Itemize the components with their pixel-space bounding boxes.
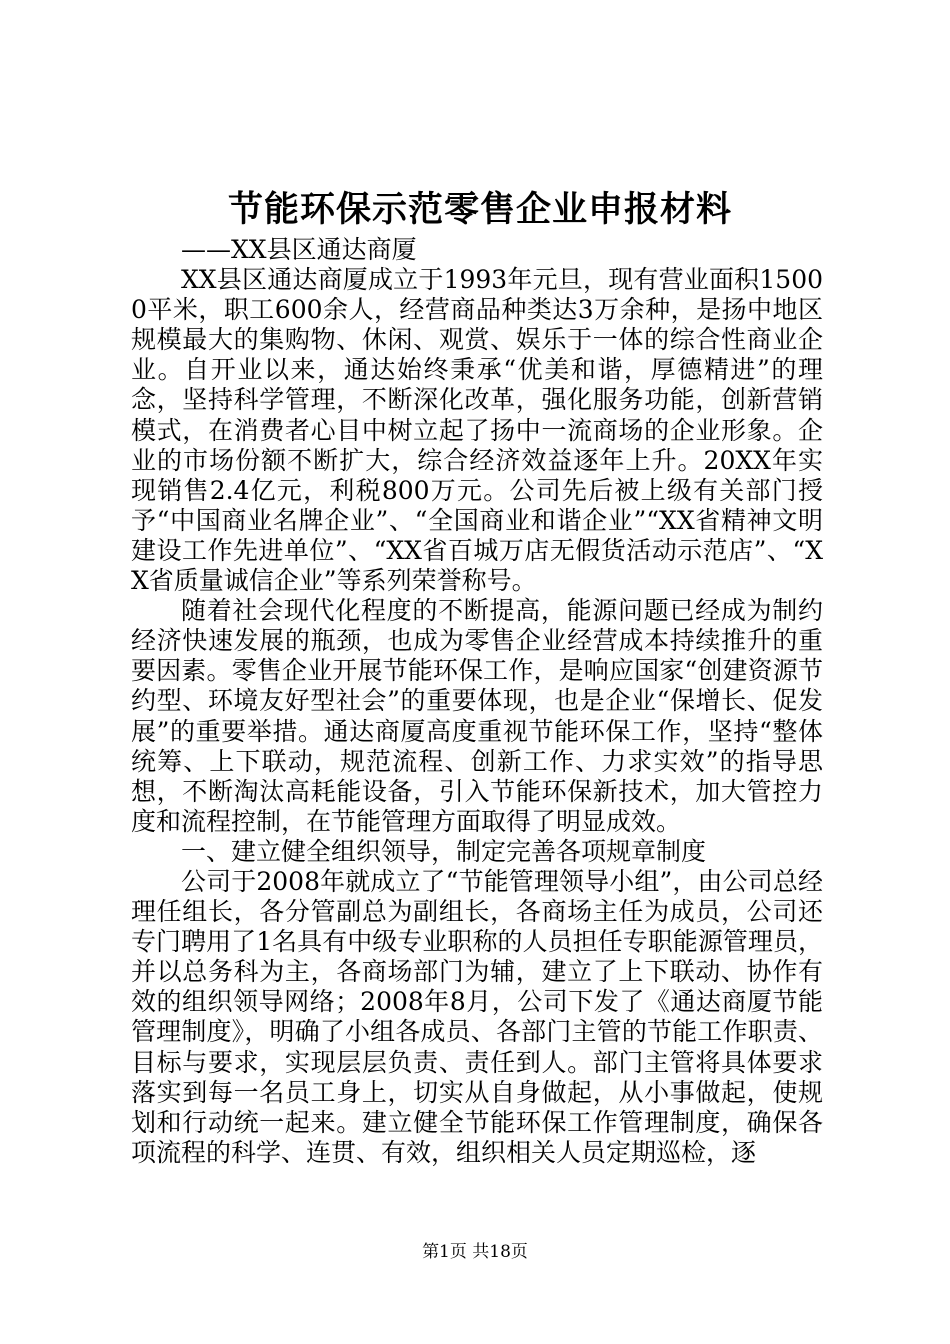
document-subtitle: ——XX县区通达商厦 [181,235,417,264]
document-body [131,235,823,1168]
section-heading: 一、建立健全组织领导，制定完善各项规章制度 [181,836,707,866]
paragraph-intro: XX县区通达商厦成立于1993年元旦，现有营业面积15000平米，职工600余人，经营商品种类达3万余种，是扬中地区规模最大的集购物、休闲、观赏、娱乐于一体的综合性商业企业。自开业以来，通达始终秉承“优美和谐，厚德精进”的理念，坚持科学管理，不断深化改革，强化服务功能，创新营销模式，在消费者心目中树立起了扬中一流商场的企业形象。企业的市场份额不断扩大，综合经济效益逐年上升。20XX年实现销售2.4亿元，利税800万元。公司先后被上级有关部门授予“中国商业名牌企业”、“全国商业和谐企业”“XX省精神文明建设工作先进单位”、“XX省百城万店无假货活动示范店”、“XX省质量诚信企业”等系列荣誉称号。 [131,265,823,596]
document-title: 节能环保示范零售企业申报材料 [227,189,732,230]
paragraph-background: 随着社会现代化程度的不断提高，能源问题已经成为制约经济快速发展的瓶颈，也成为零售企业经营成本持续推升的重要因素。零售企业开展节能环保工作，是响应国家“创建资源节约型、环境友好型社会”的重要体现，也是企业“保增长、促发展”的重要举措。通达商厦高度重视节能环保工作，坚持“整体统筹、上下联动，规范流程、创新工作、力求实效”的指导思想，不断淘汰高耗能设备，引入节能环保新技术，加大管控力度和流程控制，在节能管理方面取得了明显成效。 [131,596,823,836]
paragraph-section-one: 公司于2008年就成立了“节能管理领导小组”，由公司总经理任组长，各分管副总为副组长，各商场主任为成员，公司还专门聘用了1名具有中级专业职称的人员担任专职能源管理员，并以总务科为主，各商场部门为辅，建立了上下联动、协作有效的组织领导网络；2008年8月，公司下发了《通达商厦节能管理制度》，明确了小组各成员、各部门主管的节能工作职责、目标与要求，实现层层负责、责任到人。部门主管将具体要求落实到每一名员工身上，切实从自身做起，从小事做起，使规划和行动统一起来。建立健全节能环保工作管理制度，确保各项流程的科学、连贯、有效，组织相关人员定期巡检，逐 [131,866,823,1167]
page-number-footer: 第1页 共18页 [422,1242,528,1262]
